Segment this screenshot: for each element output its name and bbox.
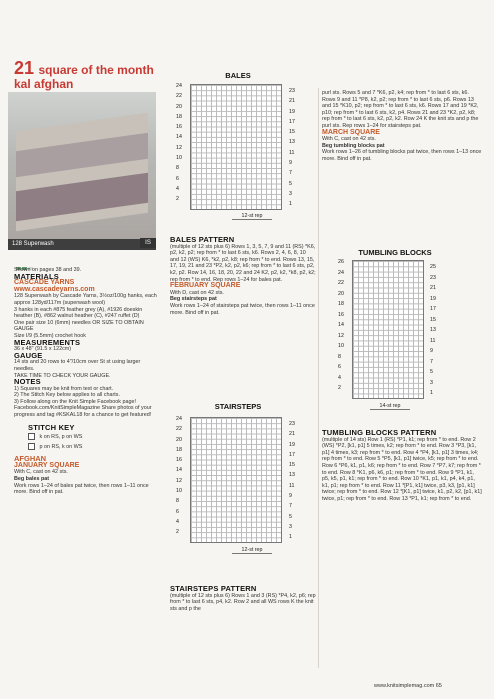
row-number-label: 3 [289, 190, 292, 197]
row-number-label: 17 [289, 118, 295, 125]
january-heading: JANUARY SQUARE [14, 461, 80, 469]
stitch-key-heading: STITCH KEY [28, 422, 75, 432]
row-number-label: 7 [289, 503, 292, 510]
row-number-label: 4 [176, 518, 179, 525]
tumbling-right-labels [430, 265, 442, 402]
row-number-label: 23 [289, 88, 295, 94]
row-number-label: 11 [289, 149, 295, 156]
row-number-label: 20 [338, 290, 344, 297]
row-number-label: 5 [430, 369, 433, 375]
stitch-key-purl [14, 443, 160, 451]
row-number-label: 18 [176, 446, 182, 453]
row-number-label: 4 [338, 374, 341, 381]
bales-left-labels [176, 84, 188, 208]
row-number-label: 10 [176, 155, 182, 162]
row-number-label: 2 [176, 529, 179, 536]
row-number-label: 5 [289, 180, 292, 187]
row-number-label: 6 [176, 175, 179, 182]
row-number-label: 9 [430, 348, 433, 354]
row-number-label: 7 [289, 170, 292, 177]
row-number-label: 26 [338, 259, 344, 265]
february-body: With D, cast on 42 sts. [170, 289, 224, 296]
row-number-label: 14 [338, 322, 344, 328]
stairsteps-work: Work rows 1–24 of stairsteps pat twice, then rows 1–11 once more. Bind off in pat. [170, 302, 315, 316]
stitch-key-knit [14, 433, 160, 441]
stairsteps-chart-grid [190, 417, 282, 543]
row-number-label: 20 [176, 103, 182, 110]
stairsteps-continued: purl sts. Rows 5 and 7 *K6, p2, k4; rep from * to last 6 sts, k6. Rows 9 and 11 *P8, k2, p2; rep from * to last 6 sts, p6. Rows 13 and 15 *K10, p2; rep from * to last 6 sts, k6. Rows 17 and 19 *K2, p10; rep from * to last 6 sts, k2, p4. Rows 21 and 23 *K2, p2, k8; rep from * to last 6 sts, k2, p2, k2. Row 24 K the knit sts and p the purl sts. Rep rows 1–24 for stairsteps pat. [322, 90, 479, 129]
row-number-label: 14 [176, 134, 182, 141]
pattern-number: 21 [14, 58, 35, 78]
march-body: With C, cast on 42 sts. [322, 136, 376, 143]
materials-body: 128 Superwash by Cascade Yarns, 3½oz/100g hanks, each approx 128yd/117m (superwash wool) [14, 293, 157, 306]
row-number-label: 22 [176, 426, 182, 433]
row-number-label: 23 [430, 274, 436, 281]
right-column-top-text [322, 90, 482, 163]
row-number-label: 11 [289, 482, 295, 489]
row-number-label: 13 [430, 327, 436, 333]
row-number-label: 17 [430, 306, 436, 312]
stairsteps-pattern [170, 586, 316, 612]
row-number-label: 15 [289, 129, 295, 136]
materials-heading: MATERIALS [14, 271, 59, 281]
stairsteps-pattern-heading: STAIRSTEPS PATTERN [170, 584, 257, 593]
pattern-title-text: square of the month kal afghan [14, 63, 154, 91]
measurements-body: 36 x 48" (91.5 x 122cm) [14, 346, 72, 353]
bales-pattern [170, 237, 316, 316]
row-number-label: 25 [430, 264, 436, 270]
row-number-label: 13 [289, 472, 295, 479]
row-number-label: 18 [338, 301, 344, 307]
row-number-label: 18 [176, 113, 182, 120]
row-number-label: 3 [289, 523, 292, 530]
row-number-label: 15 [289, 462, 295, 469]
stitch-key-knit-label: k on RS, p on WS [39, 434, 83, 441]
row-number-label: 8 [176, 165, 179, 172]
row-number-label: 16 [176, 124, 182, 131]
pattern-title [14, 58, 164, 91]
row-number-label: 19 [289, 108, 295, 115]
row-number-label: 6 [176, 508, 179, 515]
afghan-heading: AFGHAN [14, 454, 47, 464]
row-number-label: 20 [176, 436, 182, 443]
notes-heading: NOTES [14, 377, 41, 387]
row-number-label: 22 [176, 93, 182, 100]
row-number-label: 21 [289, 98, 295, 105]
gauge-note: TAKE TIME TO CHECK YOUR GAUGE. [14, 372, 111, 379]
stairsteps-rep-label: 12-st rep [232, 547, 272, 554]
row-number-label: 21 [289, 431, 295, 438]
row-number-label: 22 [338, 280, 344, 286]
shown-text: Shown on pages 38 and 39. [14, 267, 82, 273]
row-number-label: 6 [338, 364, 341, 370]
row-number-label: 13 [289, 139, 295, 146]
bales-pattern-heading: BALES PATTERN [170, 235, 235, 244]
note-3: 3) Follow along on the Knit Simple Facebook page! Facebook.com/KnitSimpleMagazine Share photos of your progress and tag #KSKAL18 for a chance to get featured! [14, 398, 152, 419]
row-number-label: 5 [289, 513, 292, 520]
gauge-heading: GAUGE [14, 350, 43, 360]
row-number-label: 21 [430, 285, 436, 291]
row-number-label: 17 [289, 451, 295, 458]
row-number-label: 24 [338, 269, 344, 276]
bales-work: Work rows 1–24 of bales pat twice, then rows 1–11 once more. Bind off in pat. [14, 482, 149, 496]
row-number-label: 24 [176, 83, 182, 89]
row-number-label: 16 [338, 311, 344, 318]
row-number-label: 7 [430, 358, 433, 365]
row-number-label: 10 [338, 343, 344, 349]
row-number-label: 11 [430, 337, 436, 344]
gauge-body: 14 sts and 20 rows to 4"/10cm over St st using larger needles. [14, 359, 141, 372]
stairsteps-begin: Beg stairsteps pat [170, 296, 217, 303]
february-heading: FEBRUARY SQUARE [170, 282, 241, 290]
january-body: With C, cast on 42 sts. [14, 469, 68, 476]
row-number-label: 12 [338, 332, 344, 339]
purl-symbol-icon [28, 443, 35, 450]
row-number-label: 1 [289, 201, 292, 208]
knit-symbol-icon [28, 433, 35, 440]
row-number-label: 19 [289, 441, 295, 448]
note-2: 2) The Stitch Key below applies to all charts. [14, 392, 120, 399]
row-number-label: 9 [289, 160, 292, 167]
row-number-label: 15 [430, 316, 436, 323]
bales-begin: Beg bales pat [14, 476, 50, 483]
row-number-label: 8 [176, 498, 179, 505]
row-number-label: 16 [176, 457, 182, 464]
row-number-label: 9 [289, 493, 292, 500]
row-number-label: 2 [338, 385, 341, 391]
brand-url: www.cascadeyarns.com [14, 285, 95, 293]
tumbling-left-labels [338, 260, 350, 397]
bales-chart-grid [190, 84, 282, 210]
measurements-heading: MEASUREMENTS [14, 337, 81, 347]
bales-pattern-body: (multiple of 12 sts plus 6) Rows 1, 3, 5, 7, 9 and 11 (RS) *K6, p2, k2, p2; rep from * to last 6 sts, k6. Rows 2, 4, 6, 8, 10 and 12 (WS) K6, *k2, p2, k8; rep from * to end. Rows 13, 15, 17, 19, 21 and 23 *P2, k2, p2, k6; rep from * to last 6 sts, p2, k2, p2. Row 14, 16, 18, 20, 22 and 24 K2, p2, k2, *k8, p2, k2; rep from * to end. Rep rows 1–24 for bales pat. [170, 243, 316, 283]
stairsteps-left-labels [176, 417, 188, 541]
materials-bullet-2: One pair size 10 (6mm) needles OR SIZE TO OBTAIN GAUGE [14, 319, 144, 333]
materials-bullet-1: 3 hanks in each #875 feather grey (A), #1926 doeskin heather (B), #862 walnut heather (C), #247 ruffet (D) [14, 306, 143, 320]
afghan-photo [8, 92, 156, 250]
left-column-text [14, 267, 160, 496]
bales-rep-label: 12-st rep [232, 213, 272, 220]
tumbling-pattern-heading: TUMBLING BLOCKS PATTERN [322, 428, 437, 437]
photo-caption: 128 Superwash [8, 239, 156, 250]
note-1: 1) Squares may be knit from text or chart. [14, 385, 114, 392]
row-number-label: 1 [289, 534, 292, 541]
row-number-label: 4 [176, 185, 179, 192]
row-number-label: 23 [289, 421, 295, 427]
row-number-label: 19 [430, 295, 436, 302]
column-divider [318, 88, 319, 668]
row-number-label: 12 [176, 477, 182, 484]
tumbling-pattern-body: (multiple of 14 sts) Row 1 (RS) *P1, k1; rep from * to end. Row 2 (WS) *P2, [k1, p1] 5 times, k2; rep from * to end. Row 3 *P3, [k1, p1] 4 times, k3; rep from * to end. Row 4 *P4, [k1, p1] 3 times, k4; rep from * to end. Row 5 *P5, [k1, p1] twice, k5; rep from * to end. Row 6 *P6, k1, p1, k6; rep from * to end. Row 7 *P7, k7; rep from * to end. Row 8 *K1, p6, k6, p1; rep from * to end. Row 9 *P1, k1, p5, k5, p1, k1; rep from * to end. Row 10 *K1, p1, k1, p4, k4, p1, k1, p1; rep from * to end. Row 11 *[P1, k1] twice, p3, k3, [p1, k1] twice; rep from * to end. Row 12 *[K1, p1] twice, k1, p2, k2, [p1, k1] twice, p1; rep from * to end. Row 13 *P1, k1; rep from * to end. [322, 436, 482, 502]
brand-name: CASCADE YARNS [14, 279, 75, 287]
stairsteps-chart-title: STAIRSTEPS [214, 402, 262, 411]
materials-bullet-3: Size I/9 (5.5mm) crochet hook [14, 332, 86, 339]
march-heading: MARCH SQUARE [322, 128, 380, 136]
page-footer: www.knitsimplemag.com 65 [374, 683, 442, 689]
tumbling-pattern [322, 430, 482, 503]
stairsteps-pattern-body: (multiple of 12 sts plus 6) Rows 1 and 3 (RS) *P4, k2, p6; rep from * to last 6 sts, p4, k2. Row 2 and all WS rows K the knit sts and p the [170, 592, 316, 612]
row-number-label: 12 [176, 144, 182, 151]
stitch-key-purl-label: p on RS, k on WS [39, 443, 83, 450]
row-number-label: 3 [430, 379, 433, 386]
bales-chart-title: BALES [225, 71, 251, 80]
skill-badge: IS [140, 238, 156, 248]
tumbling-chart-title: TUMBLING BLOCKS [358, 248, 432, 257]
tumbling-chart-grid [352, 260, 424, 399]
tumbling-work: Work rows 1–26 of tumbling blocks pat twice, then rows 1–13 once more. Bind off in pat. [322, 149, 482, 162]
row-number-label: 2 [176, 196, 179, 203]
stairsteps-right-labels [289, 422, 301, 546]
row-number-label: 24 [176, 416, 182, 422]
row-number-label: 10 [176, 488, 182, 495]
row-number-label: 14 [176, 467, 182, 474]
row-number-label: 8 [338, 353, 341, 360]
tumbling-rep-label: 14-st rep [370, 403, 410, 410]
tumbling-begin: Beg tumbling blocks pat [322, 142, 385, 149]
row-number-label: 1 [430, 390, 433, 396]
bales-right-labels [289, 89, 301, 213]
